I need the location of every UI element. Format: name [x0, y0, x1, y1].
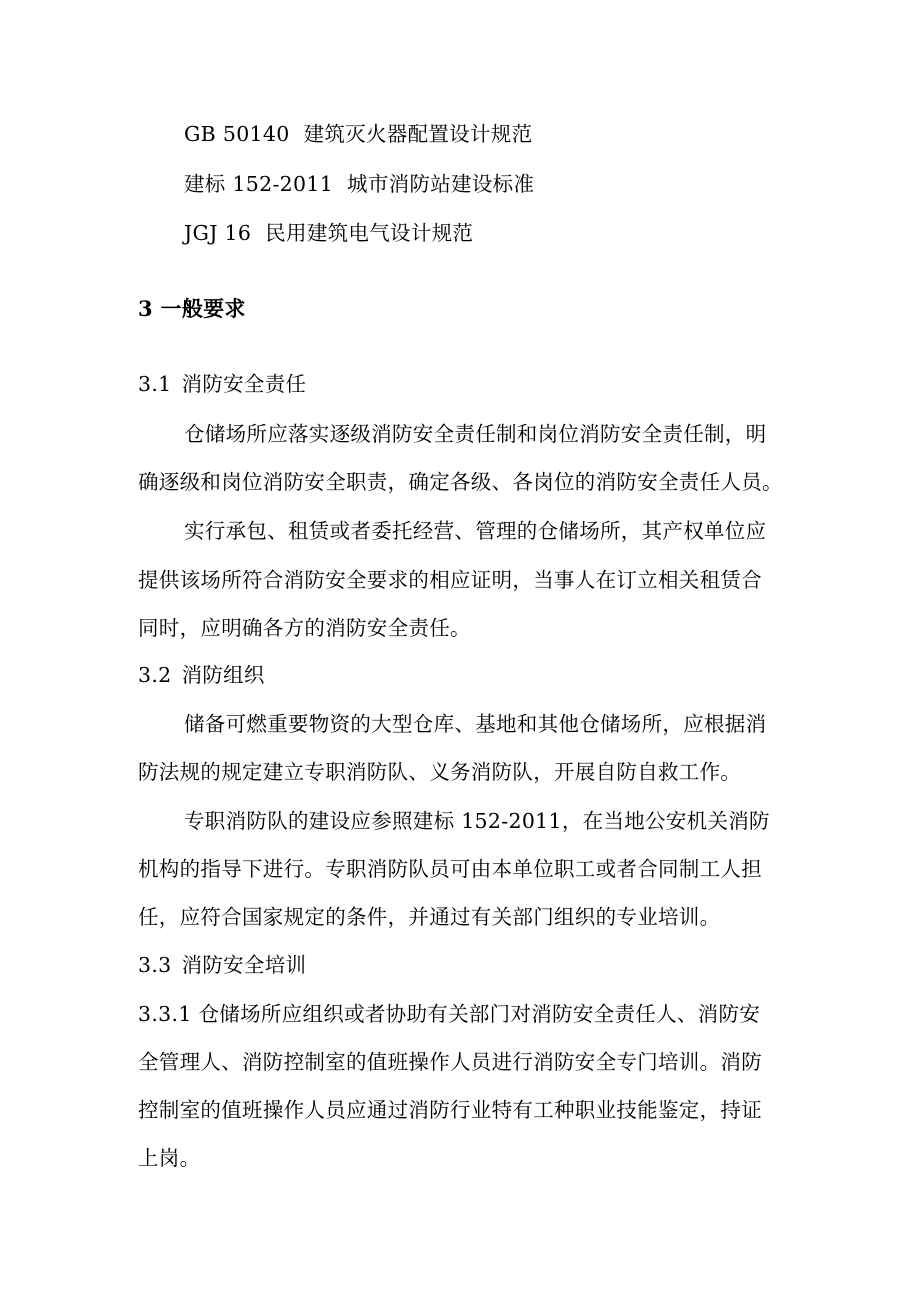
subsection-number: 3.1 [138, 372, 172, 396]
section-heading: 3 一般要求 [138, 296, 246, 321]
paragraph-line: 同时，应明确各方的消防安全责任。 [138, 616, 471, 640]
reference-jgj16 [184, 219, 473, 247]
clause-3-3-1-line: 3.3.1 仓储场所应组织或者协助有关部门对消防安全责任人、消防安 [138, 1002, 761, 1026]
reference-title: 民用建筑电气设计规范 [265, 221, 474, 245]
subsection-3-1-heading [138, 370, 306, 398]
paragraph-line: 全管理人、消防控制室的值班操作人员进行消防安全专门培训。消防 [138, 1050, 762, 1074]
subsection-number: 3.2 [138, 663, 172, 687]
subsection-3-3-heading [138, 951, 306, 979]
subsection-title: 消防安全培训 [181, 953, 307, 977]
paragraph-line: 提供该场所符合消防安全要求的相应证明，当事人在订立相关租赁合 [138, 568, 762, 592]
paragraph-line: 仓储场所应落实逐级消防安全责任制和岗位消防安全责任制，明 [184, 422, 767, 446]
subsection-title: 消防组织 [181, 663, 265, 687]
subsection-3-2-heading [138, 661, 265, 689]
subsection-number: 3.3 [138, 953, 172, 977]
reference-code: GB 50140 [184, 122, 290, 146]
paragraph-line: 控制室的值班操作人员应通过消防行业特有工种职业技能鉴定，持证 [138, 1098, 762, 1122]
paragraph-line: 专职消防队的建设应参照建标 152-2011，在当地公安机关消防 [184, 809, 770, 833]
paragraph-line: 储备可燃重要物资的大型仓库、基地和其他仓储场所，应根据消 [184, 712, 767, 736]
paragraph-line: 机构的指导下进行。专职消防队员可由本单位职工或者合同制工人担 [138, 857, 762, 881]
reference-title: 建筑灭火器配置设计规范 [303, 122, 533, 146]
paragraph-line: 实行承包、租赁或者委托经营、管理的仓储场所，其产权单位应 [184, 519, 767, 543]
subsection-title: 消防安全责任 [181, 372, 307, 396]
paragraph-line: 防法规的规定建立专职消防队、义务消防队，开展自防自救工作。 [138, 760, 742, 784]
reference-gb50140 [184, 120, 532, 148]
reference-code: 建标 152-2011 [184, 172, 334, 196]
paragraph-line: 确逐级和岗位消防安全职责，确定各级、各岗位的消防安全责任人员。 [138, 470, 783, 494]
paragraph-line: 任，应符合国家规定的条件，并通过有关部门组织的专业培训。 [138, 905, 721, 929]
paragraph-line: 上岗。 [138, 1146, 201, 1170]
reference-title: 城市消防站建设标准 [347, 172, 535, 196]
reference-jianbiao-152 [184, 170, 534, 198]
reference-code: JGJ 16 [184, 221, 252, 245]
